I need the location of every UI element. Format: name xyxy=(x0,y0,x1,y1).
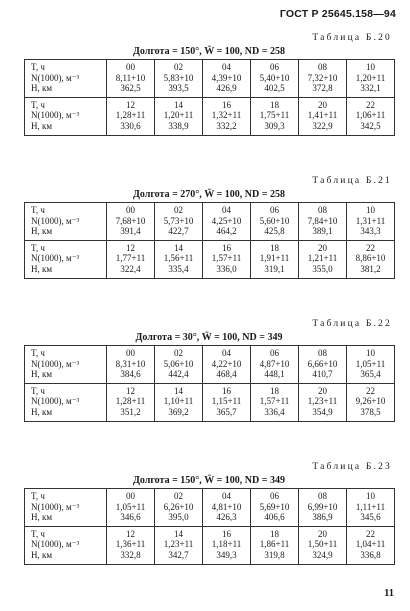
hour-value: 04 xyxy=(222,62,231,72)
height-value: 365,4 xyxy=(360,369,381,380)
hour-value: 14 xyxy=(174,242,183,253)
density-value: 1,20+11 xyxy=(163,110,194,121)
row-label: N(1000), м⁻³ xyxy=(31,72,80,83)
table-cell xyxy=(203,60,251,98)
height-value: 402,5 xyxy=(264,83,285,94)
table-cell xyxy=(203,383,251,421)
density-value: 1,21+11 xyxy=(307,253,338,264)
density-value: 1,56+11 xyxy=(163,253,194,264)
density-value: 9,26+10 xyxy=(355,396,386,407)
height-value: 393,5 xyxy=(168,83,189,94)
height-value: 346,6 xyxy=(120,512,141,523)
row-label: T, ч xyxy=(31,348,45,358)
height-value: 322,9 xyxy=(312,120,333,131)
density-value: 5,83+10 xyxy=(163,72,194,83)
table-row xyxy=(25,383,395,421)
height-value: 336,8 xyxy=(360,549,381,560)
table-cell xyxy=(251,97,299,135)
table-cell xyxy=(107,346,155,384)
height-value: 319,1 xyxy=(264,263,285,274)
table-section xyxy=(24,461,394,565)
hour-value: 04 xyxy=(222,205,231,215)
density-value: 1,05+11 xyxy=(355,358,386,369)
height-value: 362,5 xyxy=(120,83,141,94)
row-labels-cell xyxy=(25,383,107,421)
density-value: 6,66+10 xyxy=(307,358,338,369)
density-value: 1,11+11 xyxy=(355,501,386,512)
table-cell xyxy=(251,489,299,527)
row-label: H, км xyxy=(31,263,53,274)
hour-value: 10 xyxy=(366,491,375,501)
table-cell xyxy=(107,240,155,278)
table-title: Долгота = 150°, W̄ = 100, ND = 349 xyxy=(133,475,285,486)
table-cell xyxy=(347,383,395,421)
height-value: 426,9 xyxy=(216,83,237,94)
hour-value: 14 xyxy=(174,528,183,539)
height-value: 381,2 xyxy=(360,263,381,274)
height-value: 336,0 xyxy=(216,263,237,274)
density-value: 1,41+11 xyxy=(307,110,338,121)
table-row xyxy=(25,60,395,98)
table-label: Таблица Б.22 xyxy=(312,319,392,329)
density-value: 1,18+11 xyxy=(211,539,242,550)
row-labels-cell xyxy=(25,240,107,278)
table-cell xyxy=(347,240,395,278)
height-value: 464,2 xyxy=(216,226,237,237)
row-label: T, ч xyxy=(31,242,45,253)
row-label: N(1000), м⁻³ xyxy=(31,215,80,226)
row-label: N(1000), м⁻³ xyxy=(31,501,80,512)
hour-value: 08 xyxy=(318,348,327,358)
table-label: Таблица Б.23 xyxy=(312,462,392,472)
height-value: 378,5 xyxy=(360,406,381,417)
density-value: 1,05+11 xyxy=(115,501,146,512)
table-cell xyxy=(299,489,347,527)
table-title: Долгота = 270°, W̄ = 100, ND = 258 xyxy=(133,189,285,200)
height-value: 426,3 xyxy=(216,512,237,523)
table-cell xyxy=(203,346,251,384)
table-cell xyxy=(347,97,395,135)
table-cell xyxy=(107,60,155,98)
hour-value: 16 xyxy=(222,242,231,253)
height-value: 322,4 xyxy=(120,263,141,274)
density-value: 1,23+11 xyxy=(307,396,338,407)
table-row xyxy=(25,240,395,278)
table-section xyxy=(24,318,394,422)
density-value: 1,57+11 xyxy=(211,253,242,264)
density-value: 1,57+11 xyxy=(259,396,290,407)
row-label: H, км xyxy=(31,406,53,417)
row-label: H, км xyxy=(31,549,53,560)
hour-value: 02 xyxy=(174,491,183,501)
table-row xyxy=(25,346,395,384)
height-value: 342,7 xyxy=(168,549,189,560)
table-cell xyxy=(347,526,395,564)
row-label: N(1000), м⁻³ xyxy=(31,358,80,369)
hour-value: 22 xyxy=(366,242,375,253)
document-header: ГОСТ Р 25645.158—94 xyxy=(279,8,396,20)
hour-value: 06 xyxy=(270,62,279,72)
density-value: 7,68+10 xyxy=(115,215,146,226)
height-value: 345,6 xyxy=(360,512,381,523)
density-value: 4,25+10 xyxy=(211,215,242,226)
table-cell xyxy=(347,60,395,98)
table-row xyxy=(25,489,395,527)
hour-value: 04 xyxy=(222,348,231,358)
table-cell xyxy=(251,526,299,564)
density-value: 1,75+11 xyxy=(259,110,290,121)
table-cell xyxy=(299,60,347,98)
table-cell xyxy=(251,203,299,241)
table-title: Долгота = 150°, W̄ = 100, ND = 258 xyxy=(133,46,285,57)
density-value: 5,40+10 xyxy=(259,72,290,83)
table-cell xyxy=(251,383,299,421)
height-value: 365,7 xyxy=(216,406,237,417)
height-value: 349,3 xyxy=(216,549,237,560)
density-value: 8,86+10 xyxy=(355,253,386,264)
hour-value: 16 xyxy=(222,385,231,396)
hour-value: 06 xyxy=(270,348,279,358)
row-labels-cell xyxy=(25,489,107,527)
hour-value: 02 xyxy=(174,62,183,72)
density-value: 5,73+10 xyxy=(163,215,194,226)
row-label: N(1000), м⁻³ xyxy=(31,253,80,264)
table-cell xyxy=(299,346,347,384)
density-value: 1,31+11 xyxy=(355,215,386,226)
density-value: 7,84+10 xyxy=(307,215,338,226)
density-value: 1,15+11 xyxy=(211,396,242,407)
hour-value: 08 xyxy=(318,205,327,215)
density-value: 4,87+10 xyxy=(259,358,290,369)
density-value: 1,06+11 xyxy=(355,110,386,121)
table-cell xyxy=(299,383,347,421)
row-label: T, ч xyxy=(31,99,45,110)
hour-value: 12 xyxy=(126,99,135,110)
table-cell xyxy=(251,346,299,384)
hour-value: 04 xyxy=(222,491,231,501)
table-row xyxy=(25,526,395,564)
height-value: 406,6 xyxy=(264,512,285,523)
table-cell xyxy=(347,346,395,384)
density-value: 6,26+10 xyxy=(163,501,194,512)
page-number: 11 xyxy=(384,588,394,599)
density-value: 1,77+11 xyxy=(115,253,146,264)
row-label: N(1000), м⁻³ xyxy=(31,396,80,407)
row-labels-cell xyxy=(25,346,107,384)
density-value: 1,32+11 xyxy=(211,110,242,121)
table-section xyxy=(24,175,394,279)
height-value: 309,3 xyxy=(264,120,285,131)
table-label: Таблица Б.20 xyxy=(312,33,392,43)
height-value: 342,5 xyxy=(360,120,381,131)
row-labels-cell xyxy=(25,203,107,241)
hour-value: 20 xyxy=(318,385,327,396)
row-label: T, ч xyxy=(31,205,45,215)
hour-value: 12 xyxy=(126,242,135,253)
height-value: 391,4 xyxy=(120,226,141,237)
height-value: 336,4 xyxy=(264,406,285,417)
height-value: 330,6 xyxy=(120,120,141,131)
table-cell xyxy=(251,60,299,98)
table-cell xyxy=(107,383,155,421)
height-value: 442,4 xyxy=(168,369,189,380)
table-cell xyxy=(299,526,347,564)
hour-value: 14 xyxy=(174,385,183,396)
row-labels-cell xyxy=(25,526,107,564)
density-value: 6,99+10 xyxy=(307,501,338,512)
density-value: 1,28+11 xyxy=(115,396,146,407)
density-value: 5,60+10 xyxy=(259,215,290,226)
height-value: 355,0 xyxy=(312,263,333,274)
table-row xyxy=(25,203,395,241)
height-value: 425,8 xyxy=(264,226,285,237)
density-value: 5,69+10 xyxy=(259,501,290,512)
data-table xyxy=(24,59,395,136)
height-value: 332,1 xyxy=(360,83,381,94)
hour-value: 20 xyxy=(318,528,327,539)
table-cell xyxy=(203,97,251,135)
height-value: 468,4 xyxy=(216,369,237,380)
hour-value: 16 xyxy=(222,99,231,110)
density-value: 1,91+11 xyxy=(259,253,290,264)
hour-value: 14 xyxy=(174,99,183,110)
height-value: 369,2 xyxy=(168,406,189,417)
height-value: 410,7 xyxy=(312,369,333,380)
table-cell xyxy=(203,203,251,241)
row-label: H, км xyxy=(31,369,53,380)
hour-value: 02 xyxy=(174,348,183,358)
height-value: 372,8 xyxy=(312,83,333,94)
height-value: 332,2 xyxy=(216,120,237,131)
hour-value: 12 xyxy=(126,385,135,396)
height-value: 319,8 xyxy=(264,549,285,560)
hour-value: 10 xyxy=(366,205,375,215)
density-value: 4,39+10 xyxy=(211,72,242,83)
hour-value: 20 xyxy=(318,242,327,253)
hour-value: 00 xyxy=(126,491,135,501)
table-cell xyxy=(155,489,203,527)
hour-value: 16 xyxy=(222,528,231,539)
height-value: 343,3 xyxy=(360,226,381,237)
density-value: 1,50+11 xyxy=(307,539,338,550)
height-value: 389,1 xyxy=(312,226,333,237)
height-value: 332,8 xyxy=(120,549,141,560)
hour-value: 12 xyxy=(126,528,135,539)
row-labels-cell xyxy=(25,97,107,135)
height-value: 395,0 xyxy=(168,512,189,523)
height-value: 384,6 xyxy=(120,369,141,380)
table-cell xyxy=(107,203,155,241)
table-row xyxy=(25,97,395,135)
data-table xyxy=(24,488,395,565)
density-value: 1,20+11 xyxy=(355,72,386,83)
table-cell xyxy=(155,60,203,98)
hour-value: 06 xyxy=(270,491,279,501)
row-label: H, км xyxy=(31,512,53,523)
table-cell xyxy=(299,240,347,278)
table-cell xyxy=(299,97,347,135)
table-title: Долгота = 30°, W̄ = 100, ND = 349 xyxy=(135,332,283,343)
hour-value: 02 xyxy=(174,205,183,215)
hour-value: 00 xyxy=(126,62,135,72)
row-label: T, ч xyxy=(31,528,45,539)
hour-value: 20 xyxy=(318,99,327,110)
density-value: 7,32+10 xyxy=(307,72,338,83)
table-cell xyxy=(203,489,251,527)
table-cell xyxy=(155,383,203,421)
data-table xyxy=(24,345,395,422)
hour-value: 06 xyxy=(270,205,279,215)
density-value: 1,36+11 xyxy=(115,539,146,550)
density-value: 8,31+10 xyxy=(115,358,146,369)
hour-value: 10 xyxy=(366,62,375,72)
density-value: 4,81+10 xyxy=(211,501,242,512)
table-cell xyxy=(299,203,347,241)
hour-value: 18 xyxy=(270,528,279,539)
table-cell xyxy=(347,489,395,527)
table-label: Таблица Б.21 xyxy=(312,176,392,186)
row-label: T, ч xyxy=(31,385,45,396)
hour-value: 00 xyxy=(126,348,135,358)
table-cell xyxy=(107,489,155,527)
table-cell xyxy=(155,97,203,135)
table-cell xyxy=(203,526,251,564)
table-cell xyxy=(155,346,203,384)
row-labels-cell xyxy=(25,60,107,98)
height-value: 338,9 xyxy=(168,120,189,131)
hour-value: 18 xyxy=(270,385,279,396)
table-cell xyxy=(107,97,155,135)
hour-value: 08 xyxy=(318,491,327,501)
hour-value: 18 xyxy=(270,99,279,110)
table-cell xyxy=(251,240,299,278)
hour-value: 10 xyxy=(366,348,375,358)
density-value: 4,22+10 xyxy=(211,358,242,369)
table-cell xyxy=(155,240,203,278)
height-value: 354,9 xyxy=(312,406,333,417)
row-label: T, ч xyxy=(31,491,45,501)
row-label: N(1000), м⁻³ xyxy=(31,539,80,550)
table-cell xyxy=(203,240,251,278)
height-value: 448,1 xyxy=(264,369,285,380)
density-value: 1,04+11 xyxy=(355,539,386,550)
height-value: 335,4 xyxy=(168,263,189,274)
hour-value: 08 xyxy=(318,62,327,72)
hour-value: 22 xyxy=(366,99,375,110)
table-cell xyxy=(107,526,155,564)
height-value: 422,7 xyxy=(168,226,189,237)
table-cell xyxy=(347,203,395,241)
table-cell xyxy=(155,203,203,241)
table-cell xyxy=(155,526,203,564)
density-value: 5,06+10 xyxy=(163,358,194,369)
density-value: 1,23+11 xyxy=(163,539,194,550)
row-label: H, км xyxy=(31,226,53,237)
table-section xyxy=(24,32,394,136)
density-value: 1,28+11 xyxy=(115,110,146,121)
height-value: 351,2 xyxy=(120,406,141,417)
row-label: N(1000), м⁻³ xyxy=(31,110,80,121)
hour-value: 22 xyxy=(366,528,375,539)
density-value: 1,10+11 xyxy=(163,396,194,407)
hour-value: 22 xyxy=(366,385,375,396)
height-value: 324,9 xyxy=(312,549,333,560)
height-value: 386,9 xyxy=(312,512,333,523)
data-table xyxy=(24,202,395,279)
density-value: 8,11+10 xyxy=(115,72,146,83)
row-label: H, км xyxy=(31,120,53,131)
row-label: T, ч xyxy=(31,62,45,72)
hour-value: 00 xyxy=(126,205,135,215)
hour-value: 18 xyxy=(270,242,279,253)
density-value: 1,86+11 xyxy=(259,539,290,550)
row-label: H, км xyxy=(31,83,53,94)
